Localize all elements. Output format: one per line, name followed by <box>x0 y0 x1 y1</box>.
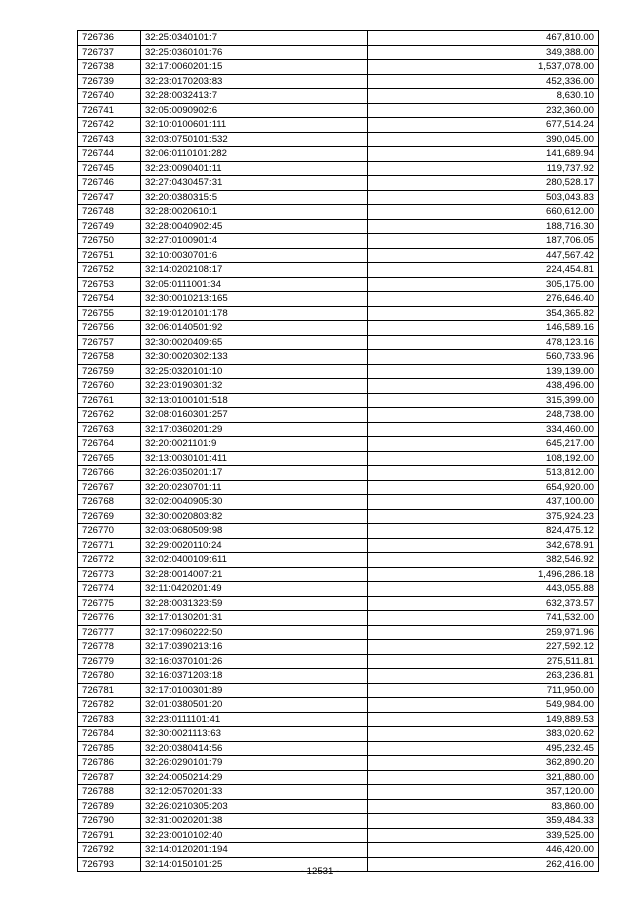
cadastral-number-cell: 32:28:0020610:1 <box>141 205 368 220</box>
cadastral-number-cell: 32:20:0380414:56 <box>141 741 368 756</box>
value-cell: 263,236.81 <box>368 669 599 684</box>
cadastral-number-cell: 32:25:0320101:10 <box>141 364 368 379</box>
value-cell: 632,373.57 <box>368 596 599 611</box>
cadastral-number-cell: 32:17:0130201:31 <box>141 611 368 626</box>
cadastral-number-cell: 32:19:0120101:178 <box>141 306 368 321</box>
value-cell: 248,738.00 <box>368 408 599 423</box>
cadastral-number-cell: 32:17:0390213:16 <box>141 640 368 655</box>
table-row <box>78 176 599 191</box>
cadastral-number-cell: 32:14:0150101:25 <box>141 857 368 872</box>
table-row <box>78 596 599 611</box>
cadastral-number-cell: 32:23:0090401:11 <box>141 161 368 176</box>
value-cell: 741,532.00 <box>368 611 599 626</box>
value-cell: 227,592.12 <box>368 640 599 655</box>
value-cell: 478,123.16 <box>368 335 599 350</box>
table-row <box>78 321 599 336</box>
cadastral-number-cell: 32:13:0030101:411 <box>141 451 368 466</box>
row-number-cell: 726763 <box>78 422 141 437</box>
value-cell: 1,496,286.18 <box>368 567 599 582</box>
table-row <box>78 727 599 742</box>
table-row <box>78 393 599 408</box>
cadastral-number-cell: 32:24:0050214:29 <box>141 770 368 785</box>
table-row <box>78 248 599 263</box>
table-row <box>78 437 599 452</box>
cadastral-number-cell: 32:23:0111101:41 <box>141 712 368 727</box>
registry-table <box>77 30 599 872</box>
row-number-cell: 726767 <box>78 480 141 495</box>
value-cell: 275,511.81 <box>368 654 599 669</box>
value-cell: 139,139.00 <box>368 364 599 379</box>
cadastral-number-cell: 32:01:0380501:20 <box>141 698 368 713</box>
cadastral-number-cell: 32:08:0160301:257 <box>141 408 368 423</box>
value-cell: 467,810.00 <box>368 31 599 46</box>
value-cell: 438,496.00 <box>368 379 599 394</box>
value-cell: 349,388.00 <box>368 45 599 60</box>
cadastral-number-cell: 32:28:0032413:7 <box>141 89 368 104</box>
row-number-cell: 726740 <box>78 89 141 104</box>
table-row <box>78 205 599 220</box>
value-cell: 141,689.94 <box>368 147 599 162</box>
table-row <box>78 582 599 597</box>
table-row <box>78 132 599 147</box>
table-row <box>78 161 599 176</box>
table-row <box>78 698 599 713</box>
table-row <box>78 422 599 437</box>
row-number-cell: 726791 <box>78 828 141 843</box>
value-cell: 447,567.42 <box>368 248 599 263</box>
cadastral-number-cell: 32:23:0190301:32 <box>141 379 368 394</box>
table-row <box>78 190 599 205</box>
row-number-cell: 726766 <box>78 466 141 481</box>
cadastral-number-cell: 32:26:0210305:203 <box>141 799 368 814</box>
row-number-cell: 726760 <box>78 379 141 394</box>
row-number-cell: 726776 <box>78 611 141 626</box>
row-number-cell: 726780 <box>78 669 141 684</box>
value-cell: 549,984.00 <box>368 698 599 713</box>
row-number-cell: 726757 <box>78 335 141 350</box>
cadastral-number-cell: 32:12:0570201:33 <box>141 785 368 800</box>
row-number-cell: 726774 <box>78 582 141 597</box>
table-row <box>78 509 599 524</box>
table-row <box>78 669 599 684</box>
cadastral-number-cell: 32:26:0350201:17 <box>141 466 368 481</box>
row-number-cell: 726771 <box>78 538 141 553</box>
value-cell: 262,416.00 <box>368 857 599 872</box>
value-cell: 259,971.96 <box>368 625 599 640</box>
row-number-cell: 726772 <box>78 553 141 568</box>
table-row <box>78 712 599 727</box>
table-row <box>78 60 599 75</box>
table-row <box>78 277 599 292</box>
value-cell: 824,475.12 <box>368 524 599 539</box>
table-row <box>78 234 599 249</box>
value-cell: 677,514.24 <box>368 118 599 133</box>
row-number-cell: 726753 <box>78 277 141 292</box>
cadastral-number-cell: 32:25:0360101:76 <box>141 45 368 60</box>
cadastral-number-cell: 32:06:0110101:282 <box>141 147 368 162</box>
cadastral-number-cell: 32:05:0111001:34 <box>141 277 368 292</box>
cadastral-number-cell: 32:28:0031323:59 <box>141 596 368 611</box>
cadastral-number-cell: 32:02:0040905:30 <box>141 495 368 510</box>
table-row <box>78 45 599 60</box>
value-cell: 390,045.00 <box>368 132 599 147</box>
table-row <box>78 625 599 640</box>
value-cell: 119,737.92 <box>368 161 599 176</box>
row-number-cell: 726773 <box>78 567 141 582</box>
table-row <box>78 379 599 394</box>
value-cell: 354,365.82 <box>368 306 599 321</box>
cadastral-number-cell: 32:20:0230701:11 <box>141 480 368 495</box>
value-cell: 188,716.30 <box>368 219 599 234</box>
cadastral-number-cell: 32:17:0960222:50 <box>141 625 368 640</box>
value-cell: 149,889.53 <box>368 712 599 727</box>
table-row <box>78 756 599 771</box>
value-cell: 654,920.00 <box>368 480 599 495</box>
table-row <box>78 524 599 539</box>
value-cell: 339,525.00 <box>368 828 599 843</box>
cadastral-number-cell: 32:23:0010102:40 <box>141 828 368 843</box>
row-number-cell: 726756 <box>78 321 141 336</box>
row-number-cell: 726788 <box>78 785 141 800</box>
table-row <box>78 350 599 365</box>
value-cell: 334,460.00 <box>368 422 599 437</box>
row-number-cell: 726755 <box>78 306 141 321</box>
row-number-cell: 726738 <box>78 60 141 75</box>
table-row <box>78 466 599 481</box>
row-number-cell: 726787 <box>78 770 141 785</box>
value-cell: 711,950.00 <box>368 683 599 698</box>
row-number-cell: 726739 <box>78 74 141 89</box>
page-number: - 12531 - <box>300 866 340 877</box>
cadastral-number-cell: 32:30:0020803:82 <box>141 509 368 524</box>
cadastral-number-cell: 32:06:0140501:92 <box>141 321 368 336</box>
cadastral-number-cell: 32:03:0680509:98 <box>141 524 368 539</box>
value-cell: 446,420.00 <box>368 843 599 858</box>
row-number-cell: 726784 <box>78 727 141 742</box>
table-row <box>78 147 599 162</box>
table-row <box>78 292 599 307</box>
value-cell: 382,546.92 <box>368 553 599 568</box>
table-row <box>78 828 599 843</box>
value-cell: 357,120.00 <box>368 785 599 800</box>
value-cell: 660,612.00 <box>368 205 599 220</box>
value-cell: 108,192.00 <box>368 451 599 466</box>
value-cell: 280,528.17 <box>368 176 599 191</box>
table-row <box>78 538 599 553</box>
table-row <box>78 263 599 278</box>
value-cell: 645,217.00 <box>368 437 599 452</box>
cadastral-number-cell: 32:17:0060201:15 <box>141 60 368 75</box>
row-number-cell: 726754 <box>78 292 141 307</box>
value-cell: 8,630.10 <box>368 89 599 104</box>
cadastral-number-cell: 32:26:0290101:79 <box>141 756 368 771</box>
table-row <box>78 495 599 510</box>
cadastral-number-cell: 32:20:0380315:5 <box>141 190 368 205</box>
value-cell: 359,484.33 <box>368 814 599 829</box>
cadastral-number-cell: 32:11:0420201:49 <box>141 582 368 597</box>
row-number-cell: 726759 <box>78 364 141 379</box>
row-number-cell: 726790 <box>78 814 141 829</box>
table-row <box>78 654 599 669</box>
cadastral-number-cell: 32:16:0370101:26 <box>141 654 368 669</box>
table-row <box>78 364 599 379</box>
cadastral-number-cell: 32:10:0100601:111 <box>141 118 368 133</box>
row-number-cell: 726764 <box>78 437 141 452</box>
table-row <box>78 640 599 655</box>
row-number-cell: 726749 <box>78 219 141 234</box>
row-number-cell: 726743 <box>78 132 141 147</box>
cadastral-number-cell: 32:29:0020110:24 <box>141 538 368 553</box>
row-number-cell: 726742 <box>78 118 141 133</box>
row-number-cell: 726765 <box>78 451 141 466</box>
table-row <box>78 306 599 321</box>
registry-table-body <box>78 31 599 872</box>
row-number-cell: 726751 <box>78 248 141 263</box>
row-number-cell: 726779 <box>78 654 141 669</box>
cadastral-number-cell: 32:14:0120201:194 <box>141 843 368 858</box>
cadastral-number-cell: 32:23:0170203:83 <box>141 74 368 89</box>
table-row <box>78 31 599 46</box>
cadastral-number-cell: 32:28:0040902:45 <box>141 219 368 234</box>
row-number-cell: 726750 <box>78 234 141 249</box>
value-cell: 342,678.91 <box>368 538 599 553</box>
row-number-cell: 726746 <box>78 176 141 191</box>
table-row <box>78 408 599 423</box>
cadastral-number-cell: 32:27:0100901:4 <box>141 234 368 249</box>
value-cell: 362,890.20 <box>368 756 599 771</box>
table-row <box>78 553 599 568</box>
table-row <box>78 74 599 89</box>
value-cell: 383,020.62 <box>368 727 599 742</box>
table-row <box>78 103 599 118</box>
row-number-cell: 726748 <box>78 205 141 220</box>
table-row <box>78 814 599 829</box>
value-cell: 375,924.23 <box>368 509 599 524</box>
row-number-cell: 726786 <box>78 756 141 771</box>
value-cell: 315,399.00 <box>368 393 599 408</box>
row-number-cell: 726741 <box>78 103 141 118</box>
row-number-cell: 726762 <box>78 408 141 423</box>
cadastral-number-cell: 32:17:0100301:89 <box>141 683 368 698</box>
cadastral-number-cell: 32:30:0020302:133 <box>141 350 368 365</box>
row-number-cell: 726782 <box>78 698 141 713</box>
row-number-cell: 726781 <box>78 683 141 698</box>
value-cell: 503,043.83 <box>368 190 599 205</box>
table-row <box>78 741 599 756</box>
value-cell: 443,055.88 <box>368 582 599 597</box>
table-row <box>78 683 599 698</box>
cadastral-number-cell: 32:17:0360201:29 <box>141 422 368 437</box>
row-number-cell: 726747 <box>78 190 141 205</box>
row-number-cell: 726744 <box>78 147 141 162</box>
cadastral-number-cell: 32:13:0100101:518 <box>141 393 368 408</box>
row-number-cell: 726761 <box>78 393 141 408</box>
row-number-cell: 726783 <box>78 712 141 727</box>
cadastral-number-cell: 32:28:0014007:21 <box>141 567 368 582</box>
value-cell: 560,733.96 <box>368 350 599 365</box>
cadastral-number-cell: 32:31:0020201:38 <box>141 814 368 829</box>
value-cell: 187,706.05 <box>368 234 599 249</box>
cadastral-number-cell: 32:05:0090902:6 <box>141 103 368 118</box>
row-number-cell: 726792 <box>78 843 141 858</box>
row-number-cell: 726737 <box>78 45 141 60</box>
row-number-cell: 726778 <box>78 640 141 655</box>
cadastral-number-cell: 32:02:0400109:611 <box>141 553 368 568</box>
table-row <box>78 118 599 133</box>
row-number-cell: 726793 <box>78 857 141 872</box>
row-number-cell: 726745 <box>78 161 141 176</box>
row-number-cell: 726777 <box>78 625 141 640</box>
row-number-cell: 726736 <box>78 31 141 46</box>
value-cell: 305,175.00 <box>368 277 599 292</box>
value-cell: 146,589.16 <box>368 321 599 336</box>
value-cell: 452,336.00 <box>368 74 599 89</box>
row-number-cell: 726785 <box>78 741 141 756</box>
table-row <box>78 219 599 234</box>
row-number-cell: 726752 <box>78 263 141 278</box>
table-row <box>78 843 599 858</box>
row-number-cell: 726769 <box>78 509 141 524</box>
cadastral-number-cell: 32:27:0430457:31 <box>141 176 368 191</box>
value-cell: 495,232.45 <box>368 741 599 756</box>
cadastral-number-cell: 32:25:0340101:7 <box>141 31 368 46</box>
cadastral-number-cell: 32:10:0030701:6 <box>141 248 368 263</box>
value-cell: 437,100.00 <box>368 495 599 510</box>
value-cell: 276,646.40 <box>368 292 599 307</box>
value-cell: 513,812.00 <box>368 466 599 481</box>
cadastral-number-cell: 32:14:0202108:17 <box>141 263 368 278</box>
value-cell: 232,360.00 <box>368 103 599 118</box>
row-number-cell: 726768 <box>78 495 141 510</box>
table-row <box>78 567 599 582</box>
row-number-cell: 726758 <box>78 350 141 365</box>
row-number-cell: 726789 <box>78 799 141 814</box>
table-row <box>78 89 599 104</box>
cadastral-number-cell: 32:20:0021101:9 <box>141 437 368 452</box>
value-cell: 83,860.00 <box>368 799 599 814</box>
value-cell: 224,454.81 <box>368 263 599 278</box>
value-cell: 321,880.00 <box>368 770 599 785</box>
cadastral-number-cell: 32:03:0750101:532 <box>141 132 368 147</box>
cadastral-number-cell: 32:30:0021113:63 <box>141 727 368 742</box>
cadastral-number-cell: 32:30:0010213:165 <box>141 292 368 307</box>
table-row <box>78 770 599 785</box>
table-row <box>78 799 599 814</box>
cadastral-number-cell: 32:30:0020409:65 <box>141 335 368 350</box>
value-cell: 1,537,078.00 <box>368 60 599 75</box>
cadastral-number-cell: 32:16:0371203:18 <box>141 669 368 684</box>
table-row <box>78 785 599 800</box>
table-row <box>78 335 599 350</box>
table-row <box>78 611 599 626</box>
row-number-cell: 726770 <box>78 524 141 539</box>
table-row <box>78 480 599 495</box>
row-number-cell: 726775 <box>78 596 141 611</box>
table-row <box>78 451 599 466</box>
